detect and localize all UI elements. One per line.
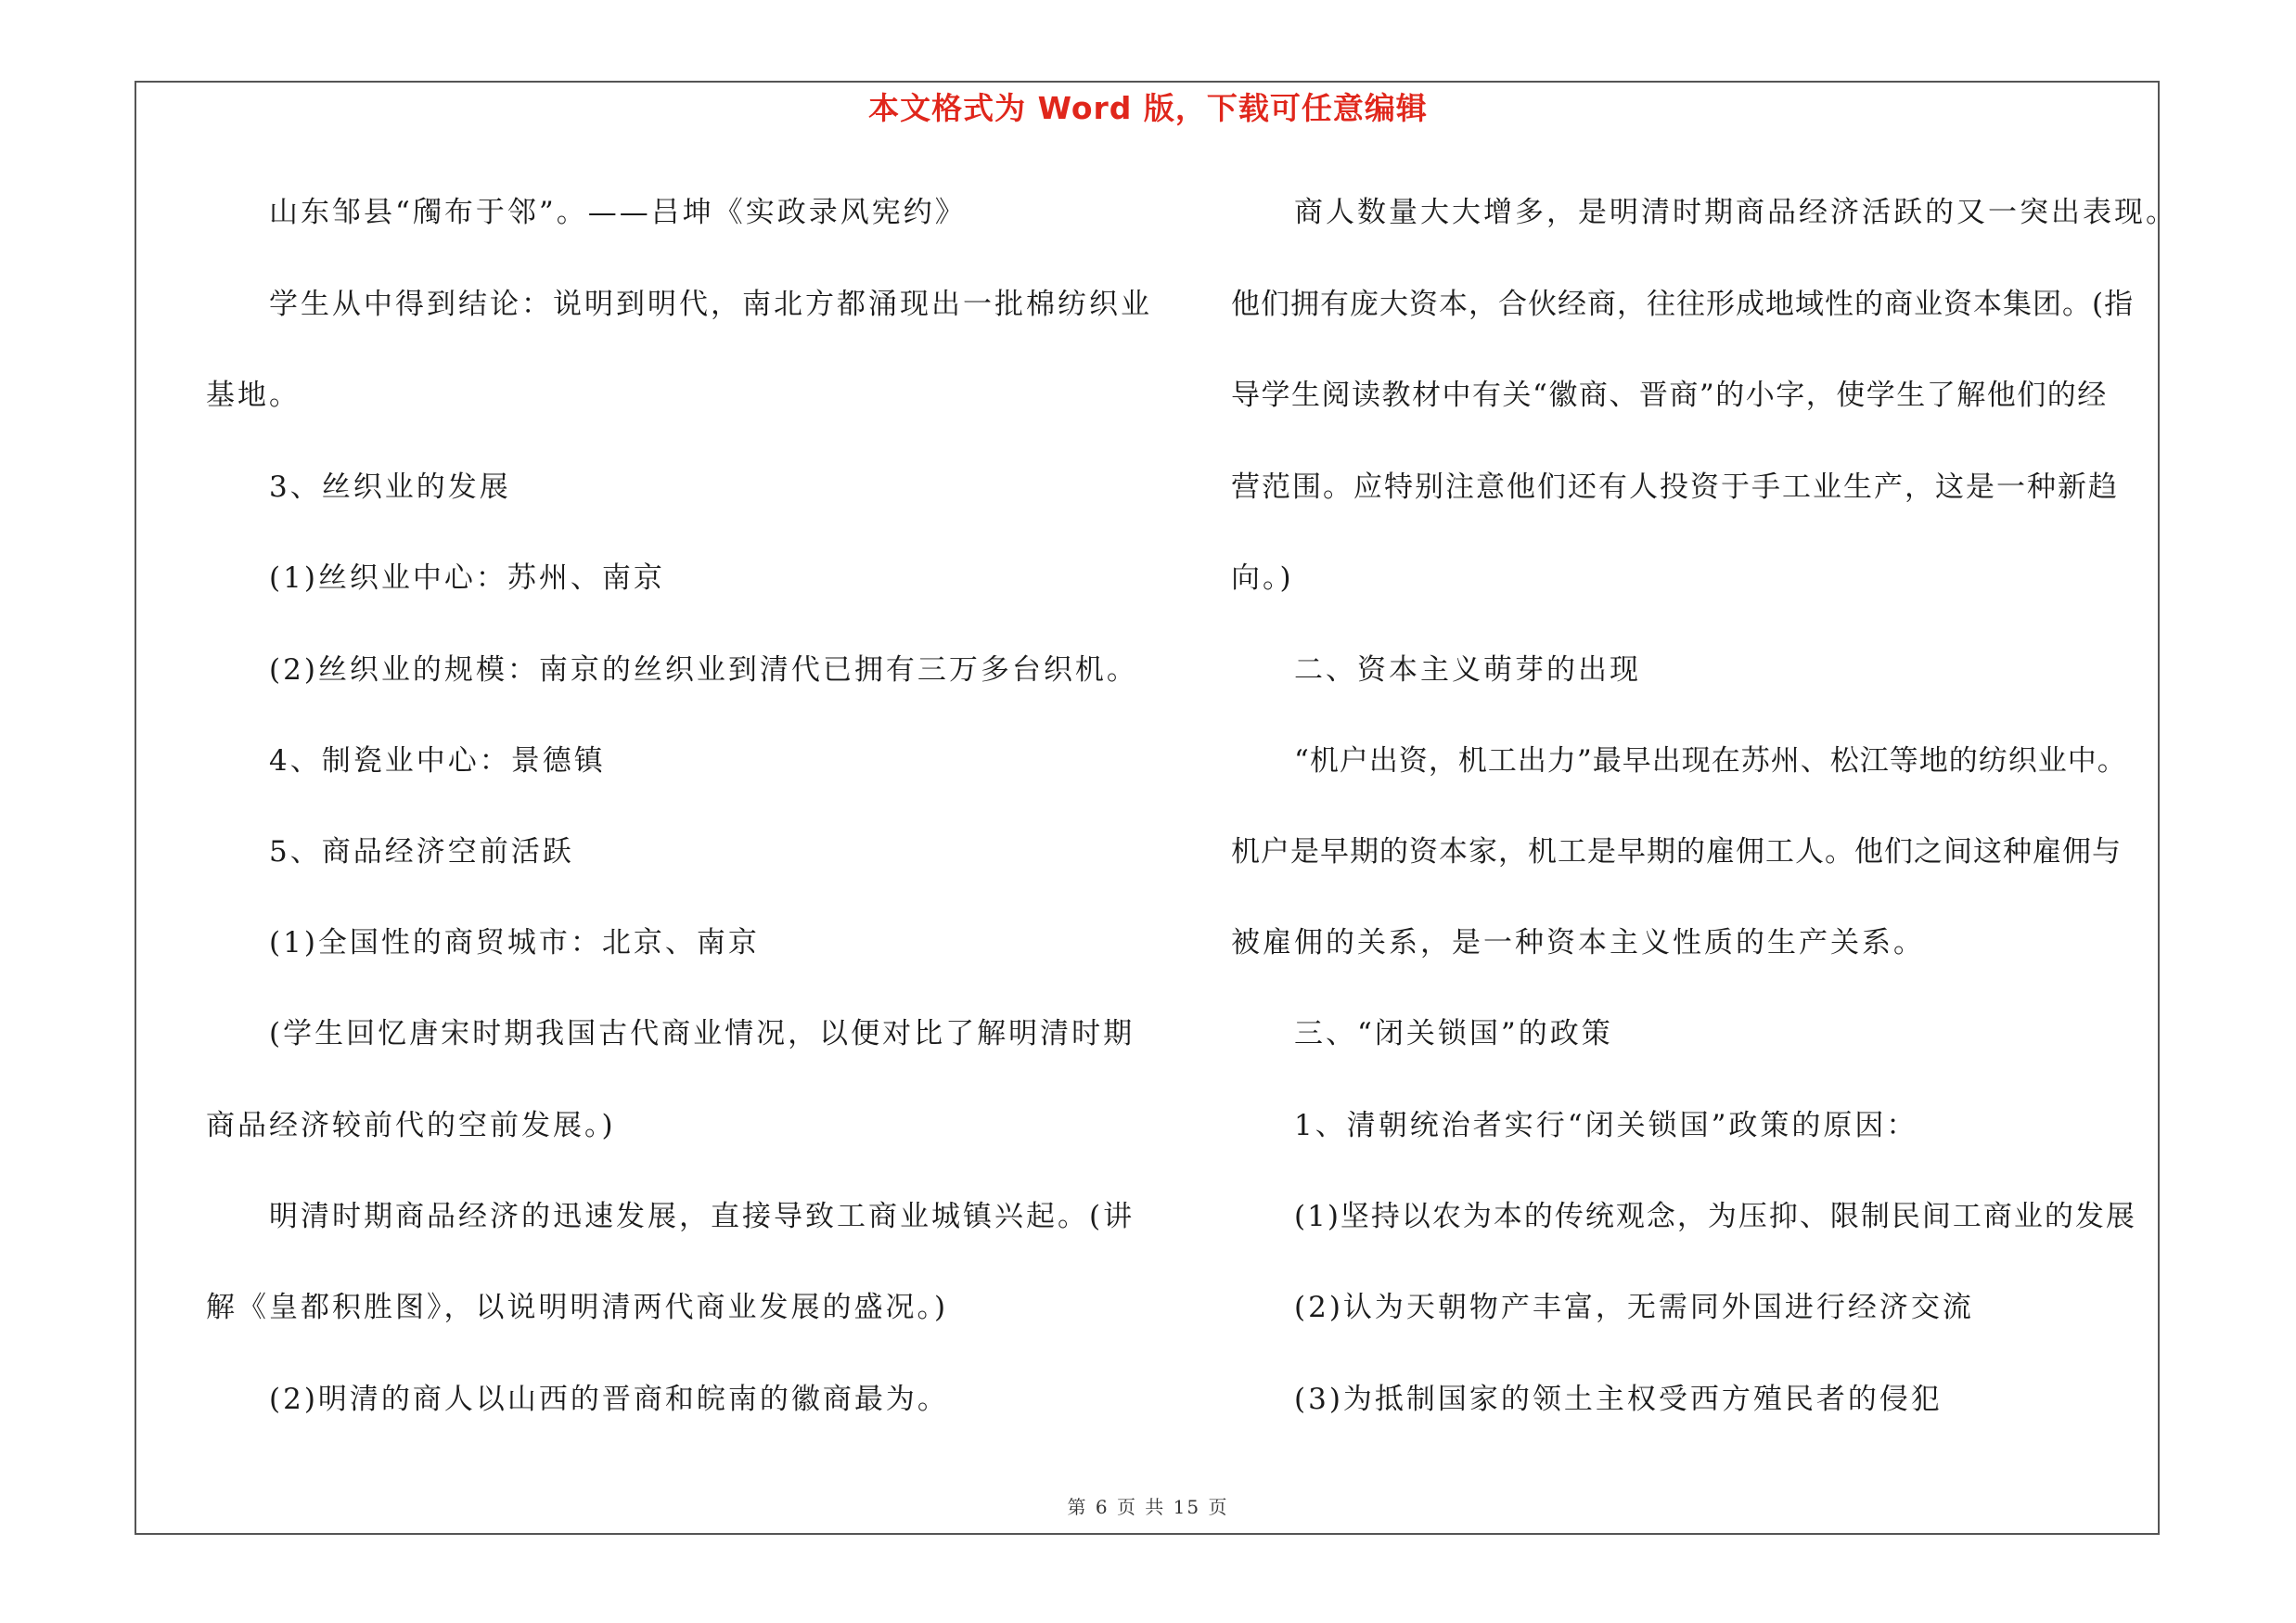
section-heading: 4、制瓷业中心：景德镇 (269, 744, 606, 778)
section-heading: 3、丝织业的发展 (269, 470, 511, 504)
paragraph-line: 基地。 (206, 379, 301, 412)
paragraph-line: (学生回忆唐宋时期我国古代商业情况，以便对比了解明清时期 (269, 1017, 1135, 1050)
paragraph-line: 明清时期商品经济的迅速发展，直接导致工商业城镇兴起。(讲 (269, 1200, 1135, 1233)
paragraph-line: (1)全国性的商贸城市：北京、南京 (269, 926, 760, 960)
paragraph-line: 机户是早期的资本家，机工是早期的雇佣工人。他们之间这种雇佣与 (1231, 835, 2122, 869)
paragraph-line: (3)为抵制国家的领土主权受西方殖民者的侵犯 (1294, 1383, 1943, 1416)
paragraph-line: (1)坚持以农为本的传统观念，为压抑、限制民间工商业的发展 (1294, 1200, 2136, 1233)
paragraph-line: 他们拥有庞大资本，合伙经商，往往形成地域性的商业资本集团。(指 (1231, 288, 2135, 321)
paragraph-line: 商品经济较前代的空前发展。) (206, 1109, 616, 1142)
paragraph-line: 1、清朝统治者实行“闭关锁国”政策的原因： (1294, 1109, 1918, 1142)
section-heading: 5、商品经济空前活跃 (269, 835, 574, 869)
paragraph-line: 商人数量大大增多，是明清时期商品经济活跃的又一突出表现。 (1294, 196, 2177, 229)
paragraph-line: 解《皇都积胜图》，以说明明清两代商业发展的盛况。) (206, 1291, 949, 1324)
paragraph-line: “机户出资，机工出力”最早出现在苏州、松江等地的纺织业中。 (1294, 744, 2127, 778)
paragraph-line: 导学生阅读教材中有关“徽商、晋商”的小字，使学生了解他们的经 (1231, 379, 2108, 412)
paragraph-line: (1)丝织业中心：苏州、南京 (269, 561, 665, 595)
paragraph-line: (2)明清的商人以山西的晋商和皖南的徽商最为。 (269, 1383, 949, 1416)
paragraph-line: 向。) (1231, 561, 1294, 595)
paragraph-line: 学生从中得到结论：说明到明代，南北方都涌现出一批棉纺织业 (269, 288, 1152, 321)
section-heading: 三、“闭关锁国”的政策 (1294, 1017, 1613, 1050)
paragraph-line: (2)认为天朝物产丰富，无需同外国进行经济交流 (1294, 1291, 1974, 1324)
page-number-footer: 第 6 页 共 15 页 (1067, 1496, 1229, 1518)
paragraph-line: 营范围。应特别注意他们还有人投资于手工业生产，这是一种新趋 (1231, 470, 2119, 504)
paragraph-line: 被雇佣的关系，是一种资本主义性质的生产关系。 (1231, 926, 1925, 960)
paragraph-line: (2)丝织业的规模：南京的丝织业到清代已拥有三万多台织机。 (269, 653, 1138, 687)
editable-notice-banner: 本文格式为 Word 版，下载可任意编辑 (868, 90, 1428, 126)
section-heading: 二、资本主义萌芽的出现 (1294, 653, 1641, 687)
paragraph-line: 山东邹县“斶布于邻”。——吕坤《实政录风宪约》 (269, 196, 967, 229)
